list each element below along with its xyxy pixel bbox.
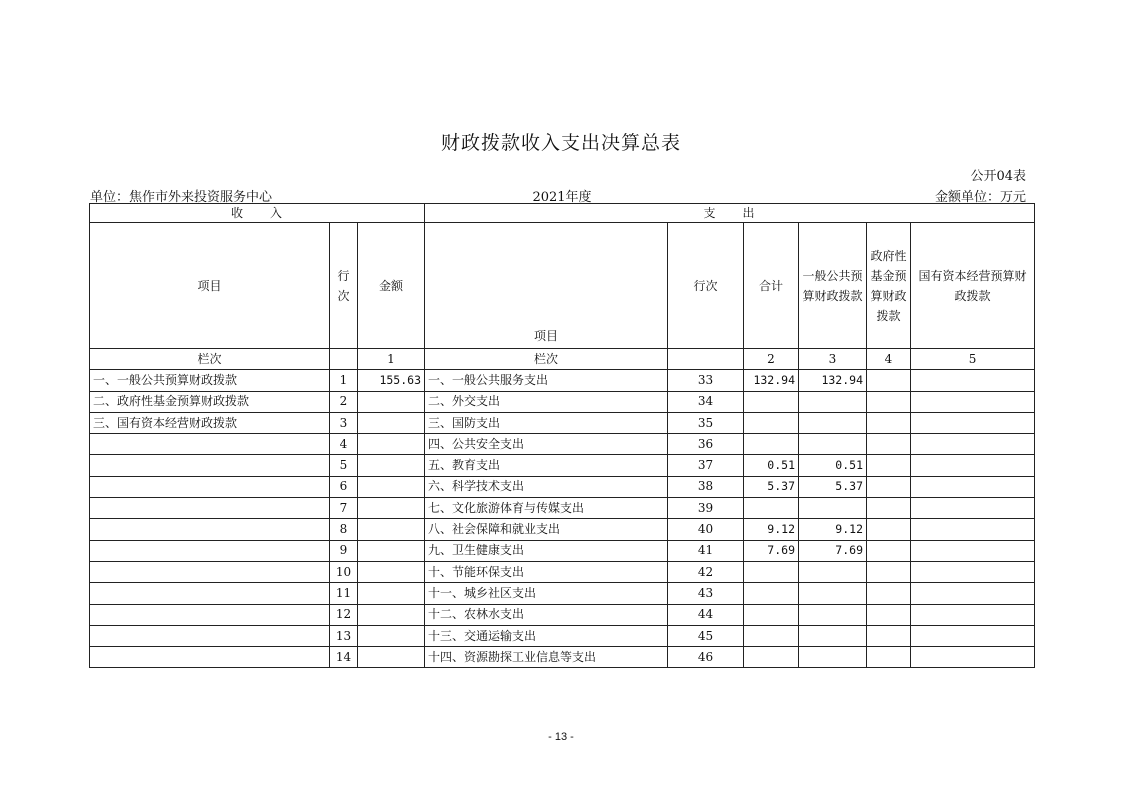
table-row: [90, 647, 1035, 668]
total-amount: 9.12: [744, 519, 799, 540]
income-amount: 155.63: [358, 370, 425, 391]
income-line: 11: [330, 583, 358, 604]
expense-item: 十三、交通运输支出: [425, 625, 668, 646]
col-3: 3: [799, 349, 867, 370]
table-body: [90, 370, 1035, 668]
col-label-income: 栏次: [90, 349, 330, 370]
income-item: [90, 561, 330, 582]
gov-fund-amount: [867, 498, 911, 519]
income-amount: [358, 412, 425, 433]
expense-line: 43: [668, 583, 744, 604]
expense-line: 42: [668, 561, 744, 582]
expense-item: 四、公共安全支出: [425, 434, 668, 455]
general-budget-amount: [799, 625, 867, 646]
income-item: [90, 498, 330, 519]
state-capital-amount: [911, 434, 1035, 455]
income-item: [90, 519, 330, 540]
total-amount: [744, 412, 799, 433]
expense-line: 46: [668, 647, 744, 668]
expense-item: 十四、资源勘探工业信息等支出: [425, 647, 668, 668]
total-amount: [744, 391, 799, 412]
expense-line: 36: [668, 434, 744, 455]
income-amount: [358, 583, 425, 604]
general-budget-amount: [799, 434, 867, 455]
table-row: [90, 412, 1035, 433]
col-1: 1: [358, 349, 425, 370]
expense-line: 34: [668, 391, 744, 412]
total-amount: [744, 583, 799, 604]
income-line: 4: [330, 434, 358, 455]
income-line: 9: [330, 540, 358, 561]
gov-fund-amount: [867, 625, 911, 646]
state-capital-amount: [911, 540, 1035, 561]
income-line: 6: [330, 476, 358, 497]
expense-item: 七、文化旅游体育与传媒支出: [425, 498, 668, 519]
expense-item: 八、社会保障和就业支出: [425, 519, 668, 540]
expense-item: 十一、城乡社区支出: [425, 583, 668, 604]
state-capital-amount: [911, 476, 1035, 497]
state-capital-amount: [911, 519, 1035, 540]
header-expense-line: 行次: [668, 223, 744, 349]
header-income-line: 行次: [330, 223, 358, 349]
total-amount: 5.37: [744, 476, 799, 497]
income-amount: [358, 561, 425, 582]
section-header-row: [90, 204, 1035, 223]
expense-line: 35: [668, 412, 744, 433]
income-item: [90, 647, 330, 668]
state-capital-amount: [911, 391, 1035, 412]
total-amount: [744, 625, 799, 646]
state-capital-amount: [911, 498, 1035, 519]
expense-item: 六、科学技术支出: [425, 476, 668, 497]
expense-line: 33: [668, 370, 744, 391]
income-amount: [358, 455, 425, 476]
col-label-expense: 栏次: [425, 349, 668, 370]
income-line: 7: [330, 498, 358, 519]
income-line: 1: [330, 370, 358, 391]
expense-item: 三、国防支出: [425, 412, 668, 433]
gov-fund-amount: [867, 647, 911, 668]
col-4: 4: [867, 349, 911, 370]
gov-fund-amount: [867, 370, 911, 391]
table-row: [90, 519, 1035, 540]
table-row: [90, 625, 1035, 646]
state-capital-amount: [911, 455, 1035, 476]
table-row: [90, 604, 1035, 625]
table-row: [90, 391, 1035, 412]
state-capital-amount: [911, 647, 1035, 668]
income-item: 二、政府性基金预算财政拨款: [90, 391, 330, 412]
general-budget-amount: [799, 561, 867, 582]
table-row: [90, 476, 1035, 497]
income-item: [90, 540, 330, 561]
header-general-budget: 一般公共预算财政拨款: [799, 223, 867, 349]
total-amount: [744, 434, 799, 455]
year-label: 2021年度: [532, 190, 592, 205]
income-item: [90, 625, 330, 646]
table-row: [90, 498, 1035, 519]
header-income-item: 项目: [90, 223, 330, 349]
expense-line: 45: [668, 625, 744, 646]
income-item: 三、国有资本经营财政拨款: [90, 412, 330, 433]
col-empty: [668, 349, 744, 370]
table-row: [90, 455, 1035, 476]
state-capital-amount: [911, 625, 1035, 646]
general-budget-amount: [799, 412, 867, 433]
budget-summary-table: [89, 203, 1035, 668]
table-row: [90, 583, 1035, 604]
general-budget-amount: 0.51: [799, 455, 867, 476]
expense-item: 九、卫生健康支出: [425, 540, 668, 561]
income-line: 14: [330, 647, 358, 668]
general-budget-amount: 5.37: [799, 476, 867, 497]
col-2: 2: [744, 349, 799, 370]
general-budget-amount: [799, 583, 867, 604]
gov-fund-amount: [867, 540, 911, 561]
income-amount: [358, 604, 425, 625]
general-budget-amount: [799, 391, 867, 412]
expense-line: 44: [668, 604, 744, 625]
general-budget-amount: 7.69: [799, 540, 867, 561]
income-item: [90, 455, 330, 476]
general-budget-amount: 9.12: [799, 519, 867, 540]
income-line: 2: [330, 391, 358, 412]
gov-fund-amount: [867, 412, 911, 433]
income-line: 8: [330, 519, 358, 540]
state-capital-amount: [911, 583, 1035, 604]
expense-item: 一、一般公共服务支出: [425, 370, 668, 391]
general-budget-amount: [799, 604, 867, 625]
expense-item: 二、外交支出: [425, 391, 668, 412]
page-title: 财政拨款收入支出决算总表: [440, 132, 681, 154]
expense-line: 40: [668, 519, 744, 540]
meta-row: [90, 186, 1034, 204]
header-total: 合计: [744, 223, 799, 349]
general-budget-amount: 132.94: [799, 370, 867, 391]
income-amount: [358, 540, 425, 561]
expense-section-header: 支 出: [425, 204, 1035, 223]
table-row: [90, 434, 1035, 455]
income-amount: [358, 498, 425, 519]
expense-item: 十、节能环保支出: [425, 561, 668, 582]
gov-fund-amount: [867, 476, 911, 497]
expense-item: 十二、农林水支出: [425, 604, 668, 625]
income-item: [90, 476, 330, 497]
column-header-row: [90, 223, 1035, 349]
gov-fund-amount: [867, 519, 911, 540]
gov-fund-amount: [867, 583, 911, 604]
col-empty: [330, 349, 358, 370]
col-5: 5: [911, 349, 1035, 370]
table-row: [90, 540, 1035, 561]
column-number-row: [90, 349, 1035, 370]
income-line: 5: [330, 455, 358, 476]
total-amount: 7.69: [744, 540, 799, 561]
general-budget-amount: [799, 647, 867, 668]
income-amount: [358, 434, 425, 455]
expense-line: 37: [668, 455, 744, 476]
expense-item: 五、教育支出: [425, 455, 668, 476]
header-gov-fund: 政府性基金预算财政拨款: [867, 223, 911, 349]
state-capital-amount: [911, 561, 1035, 582]
income-item: 一、一般公共预算财政拨款: [90, 370, 330, 391]
income-amount: [358, 625, 425, 646]
gov-fund-amount: [867, 455, 911, 476]
total-amount: 0.51: [744, 455, 799, 476]
header-expense-item: 项目: [425, 223, 668, 349]
total-amount: [744, 647, 799, 668]
expense-line: 39: [668, 498, 744, 519]
income-item: [90, 604, 330, 625]
general-budget-amount: [799, 498, 867, 519]
gov-fund-amount: [867, 604, 911, 625]
state-capital-amount: [911, 412, 1035, 433]
table-row: [90, 561, 1035, 582]
income-line: 3: [330, 412, 358, 433]
expense-line: 41: [668, 540, 744, 561]
income-amount: [358, 391, 425, 412]
total-amount: [744, 498, 799, 519]
page-number: - 13 -: [548, 731, 574, 743]
income-item: [90, 583, 330, 604]
income-item: [90, 434, 330, 455]
total-amount: 132.94: [744, 370, 799, 391]
income-amount: [358, 519, 425, 540]
income-amount: [358, 476, 425, 497]
form-number: 公开04表: [970, 169, 1026, 184]
income-line: 10: [330, 561, 358, 582]
gov-fund-amount: [867, 391, 911, 412]
header-income-amount: 金额: [358, 223, 425, 349]
gov-fund-amount: [867, 434, 911, 455]
income-line: 13: [330, 625, 358, 646]
income-amount: [358, 647, 425, 668]
income-section-header: 收 入: [90, 204, 425, 223]
money-unit-label: 金额单位：万元: [934, 190, 1026, 205]
income-line: 12: [330, 604, 358, 625]
total-amount: [744, 604, 799, 625]
header-state-capital: 国有资本经营预算财政拨款: [911, 223, 1035, 349]
total-amount: [744, 561, 799, 582]
gov-fund-amount: [867, 561, 911, 582]
unit-label: 单位：焦作市外来投资服务中心: [90, 190, 273, 205]
expense-line: 38: [668, 476, 744, 497]
state-capital-amount: [911, 604, 1035, 625]
state-capital-amount: [911, 370, 1035, 391]
table-row: [90, 370, 1035, 391]
